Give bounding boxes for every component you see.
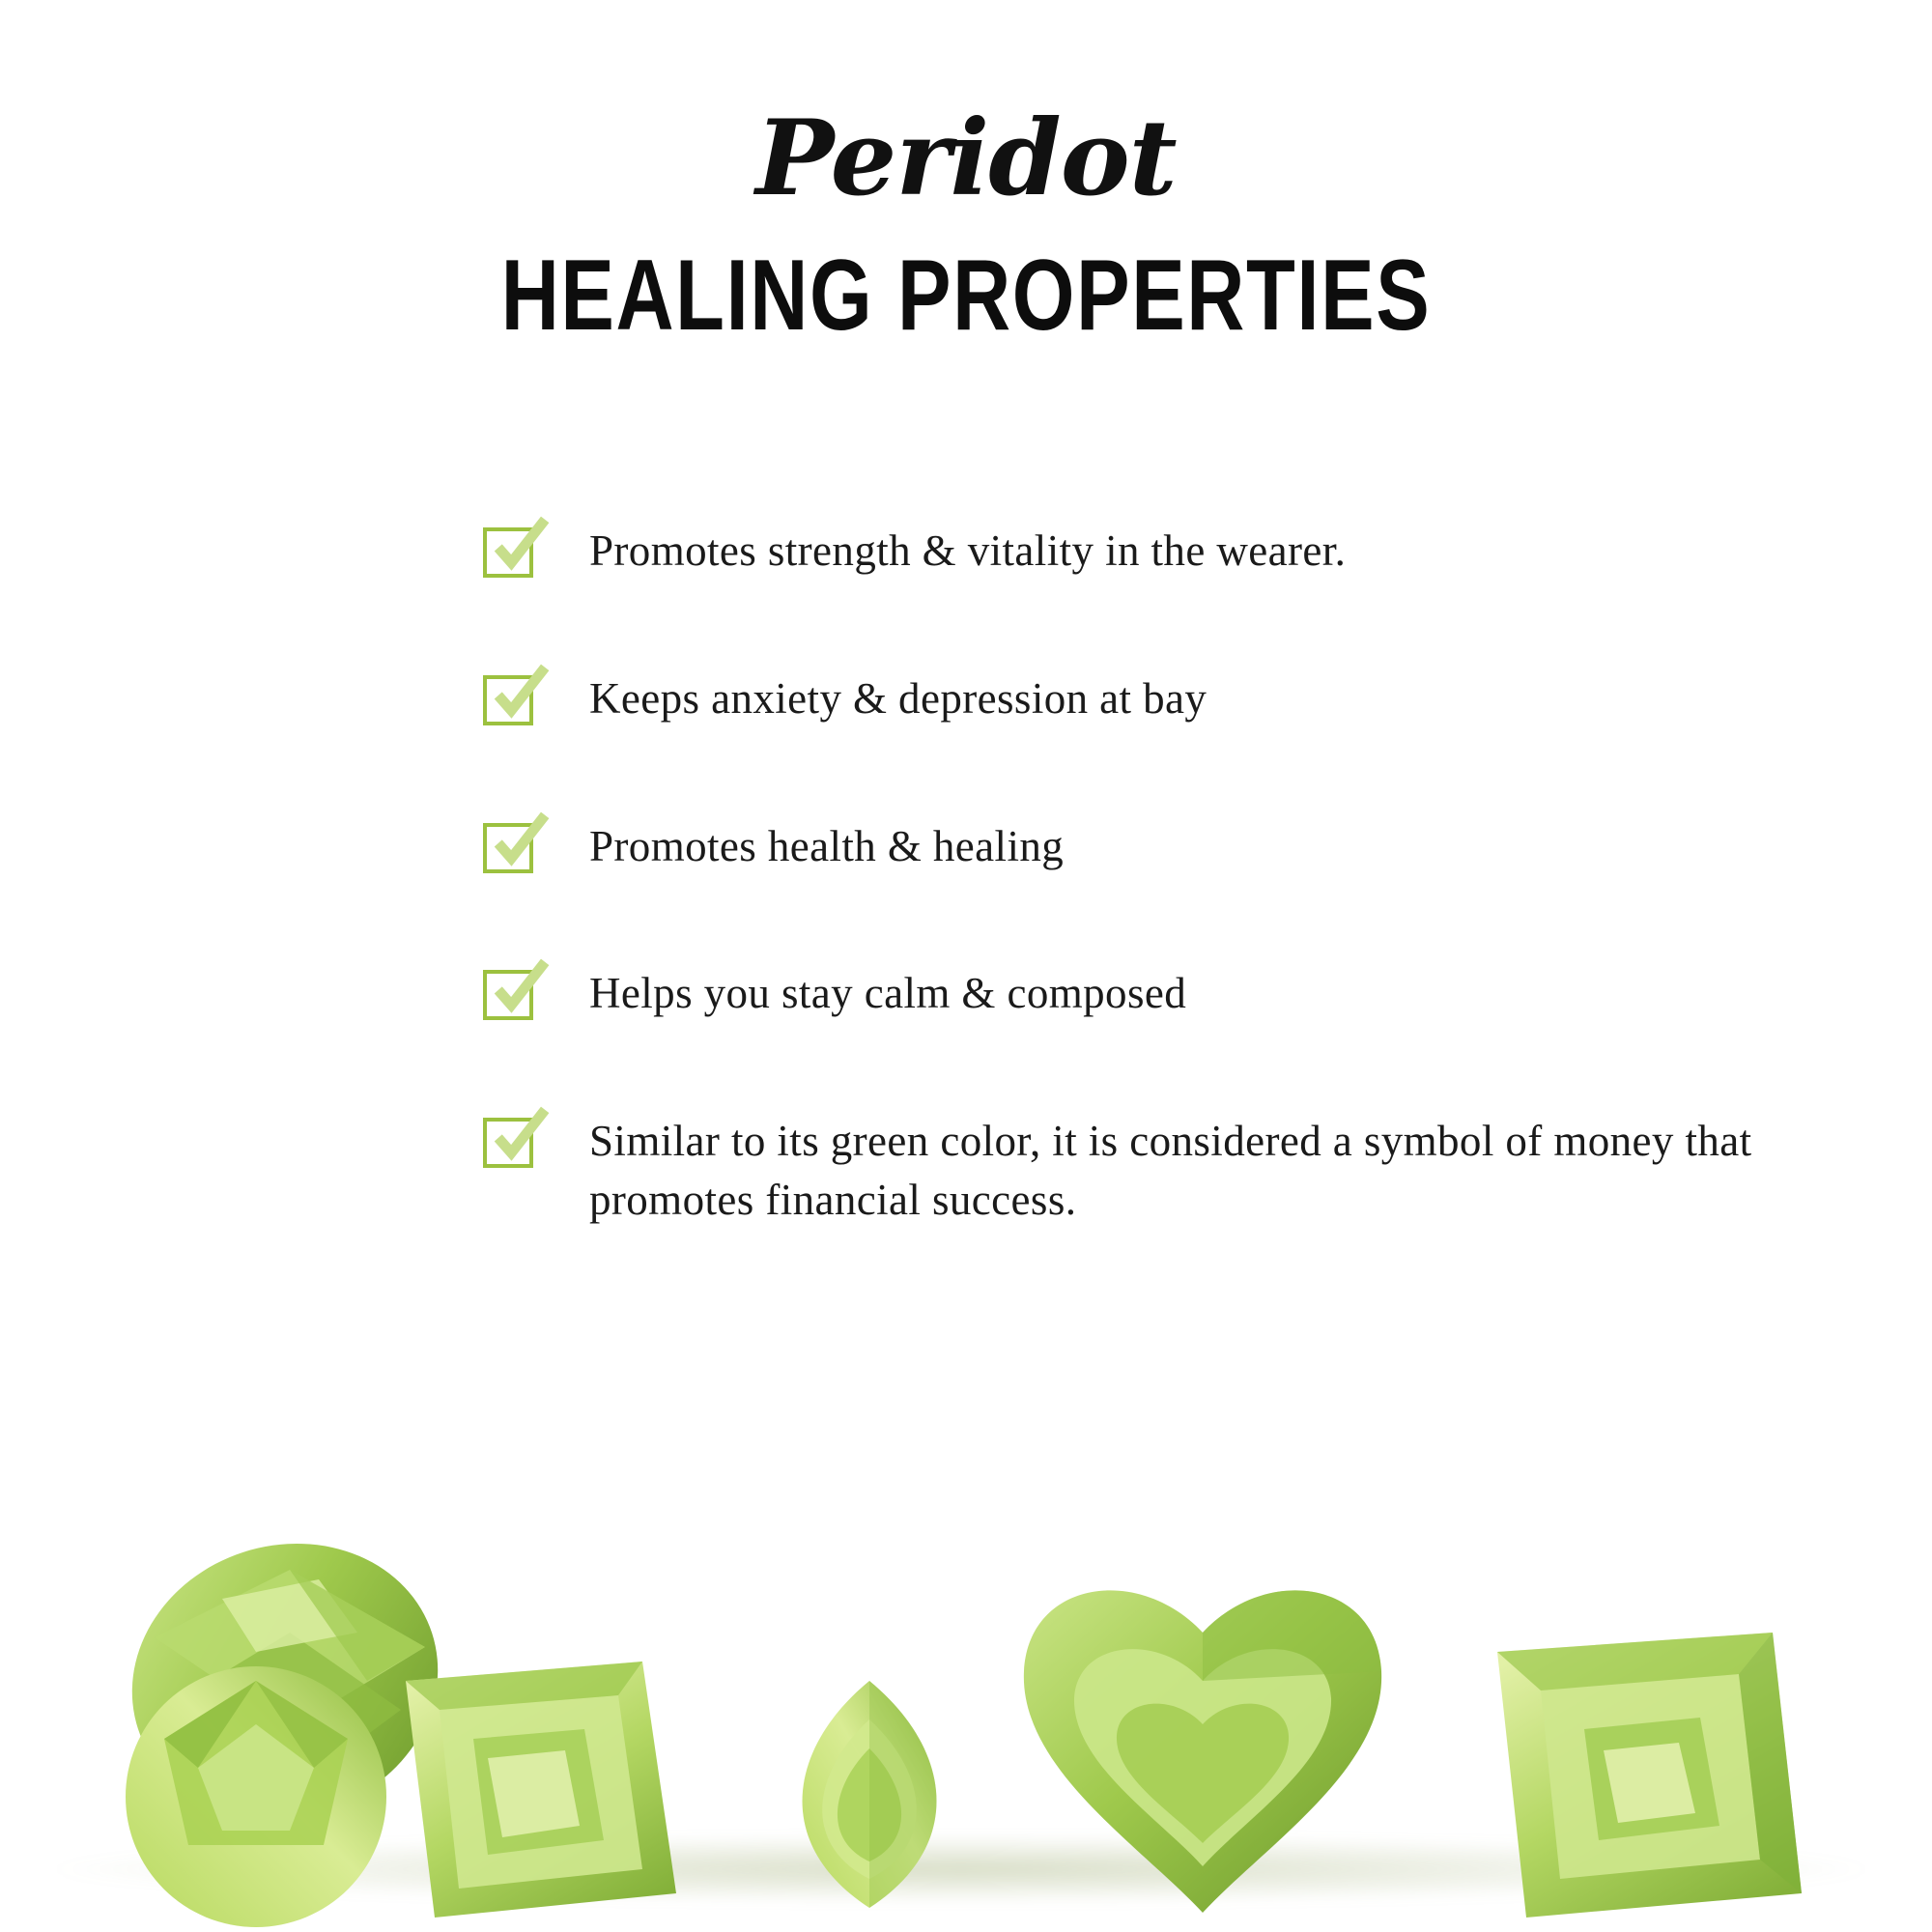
page-title-script: Peridot <box>755 98 1177 219</box>
healing-properties-list <box>483 522 1777 1230</box>
list-item-label: Helps you stay calm & composed <box>589 969 1187 1018</box>
checkbox-checked-icon <box>483 675 533 725</box>
checkbox-checked-icon <box>483 1118 533 1168</box>
list-item-label: Promotes health & healing <box>589 821 1065 870</box>
peridot-gemstones-image <box>0 1391 1932 1932</box>
list-item <box>483 964 1777 1023</box>
list-item-label: Keeps anxiety & depression at bay <box>589 673 1208 723</box>
list-item <box>483 669 1777 728</box>
list-item <box>483 522 1777 581</box>
list-item-label: Similar to its green color, it is considered a symbol of money that promotes financial success. <box>589 1117 1752 1224</box>
pear-cut-peridot <box>803 1681 937 1908</box>
checkbox-checked-icon <box>483 823 533 873</box>
princess-cut-peridot <box>1497 1633 1802 1918</box>
page-title: HEALING PROPERTIES <box>500 240 1432 352</box>
emerald-cut-peridot <box>406 1662 676 1918</box>
checkbox-checked-icon <box>483 527 533 578</box>
heart-cut-peridot <box>1024 1590 1381 1913</box>
list-item-label: Promotes strength & vitality in the wearer. <box>589 526 1347 575</box>
list-item <box>483 1112 1777 1230</box>
page-header <box>0 0 1932 352</box>
round-cut-peridot <box>126 1666 386 1927</box>
checkbox-checked-icon <box>483 970 533 1020</box>
list-item <box>483 817 1777 876</box>
